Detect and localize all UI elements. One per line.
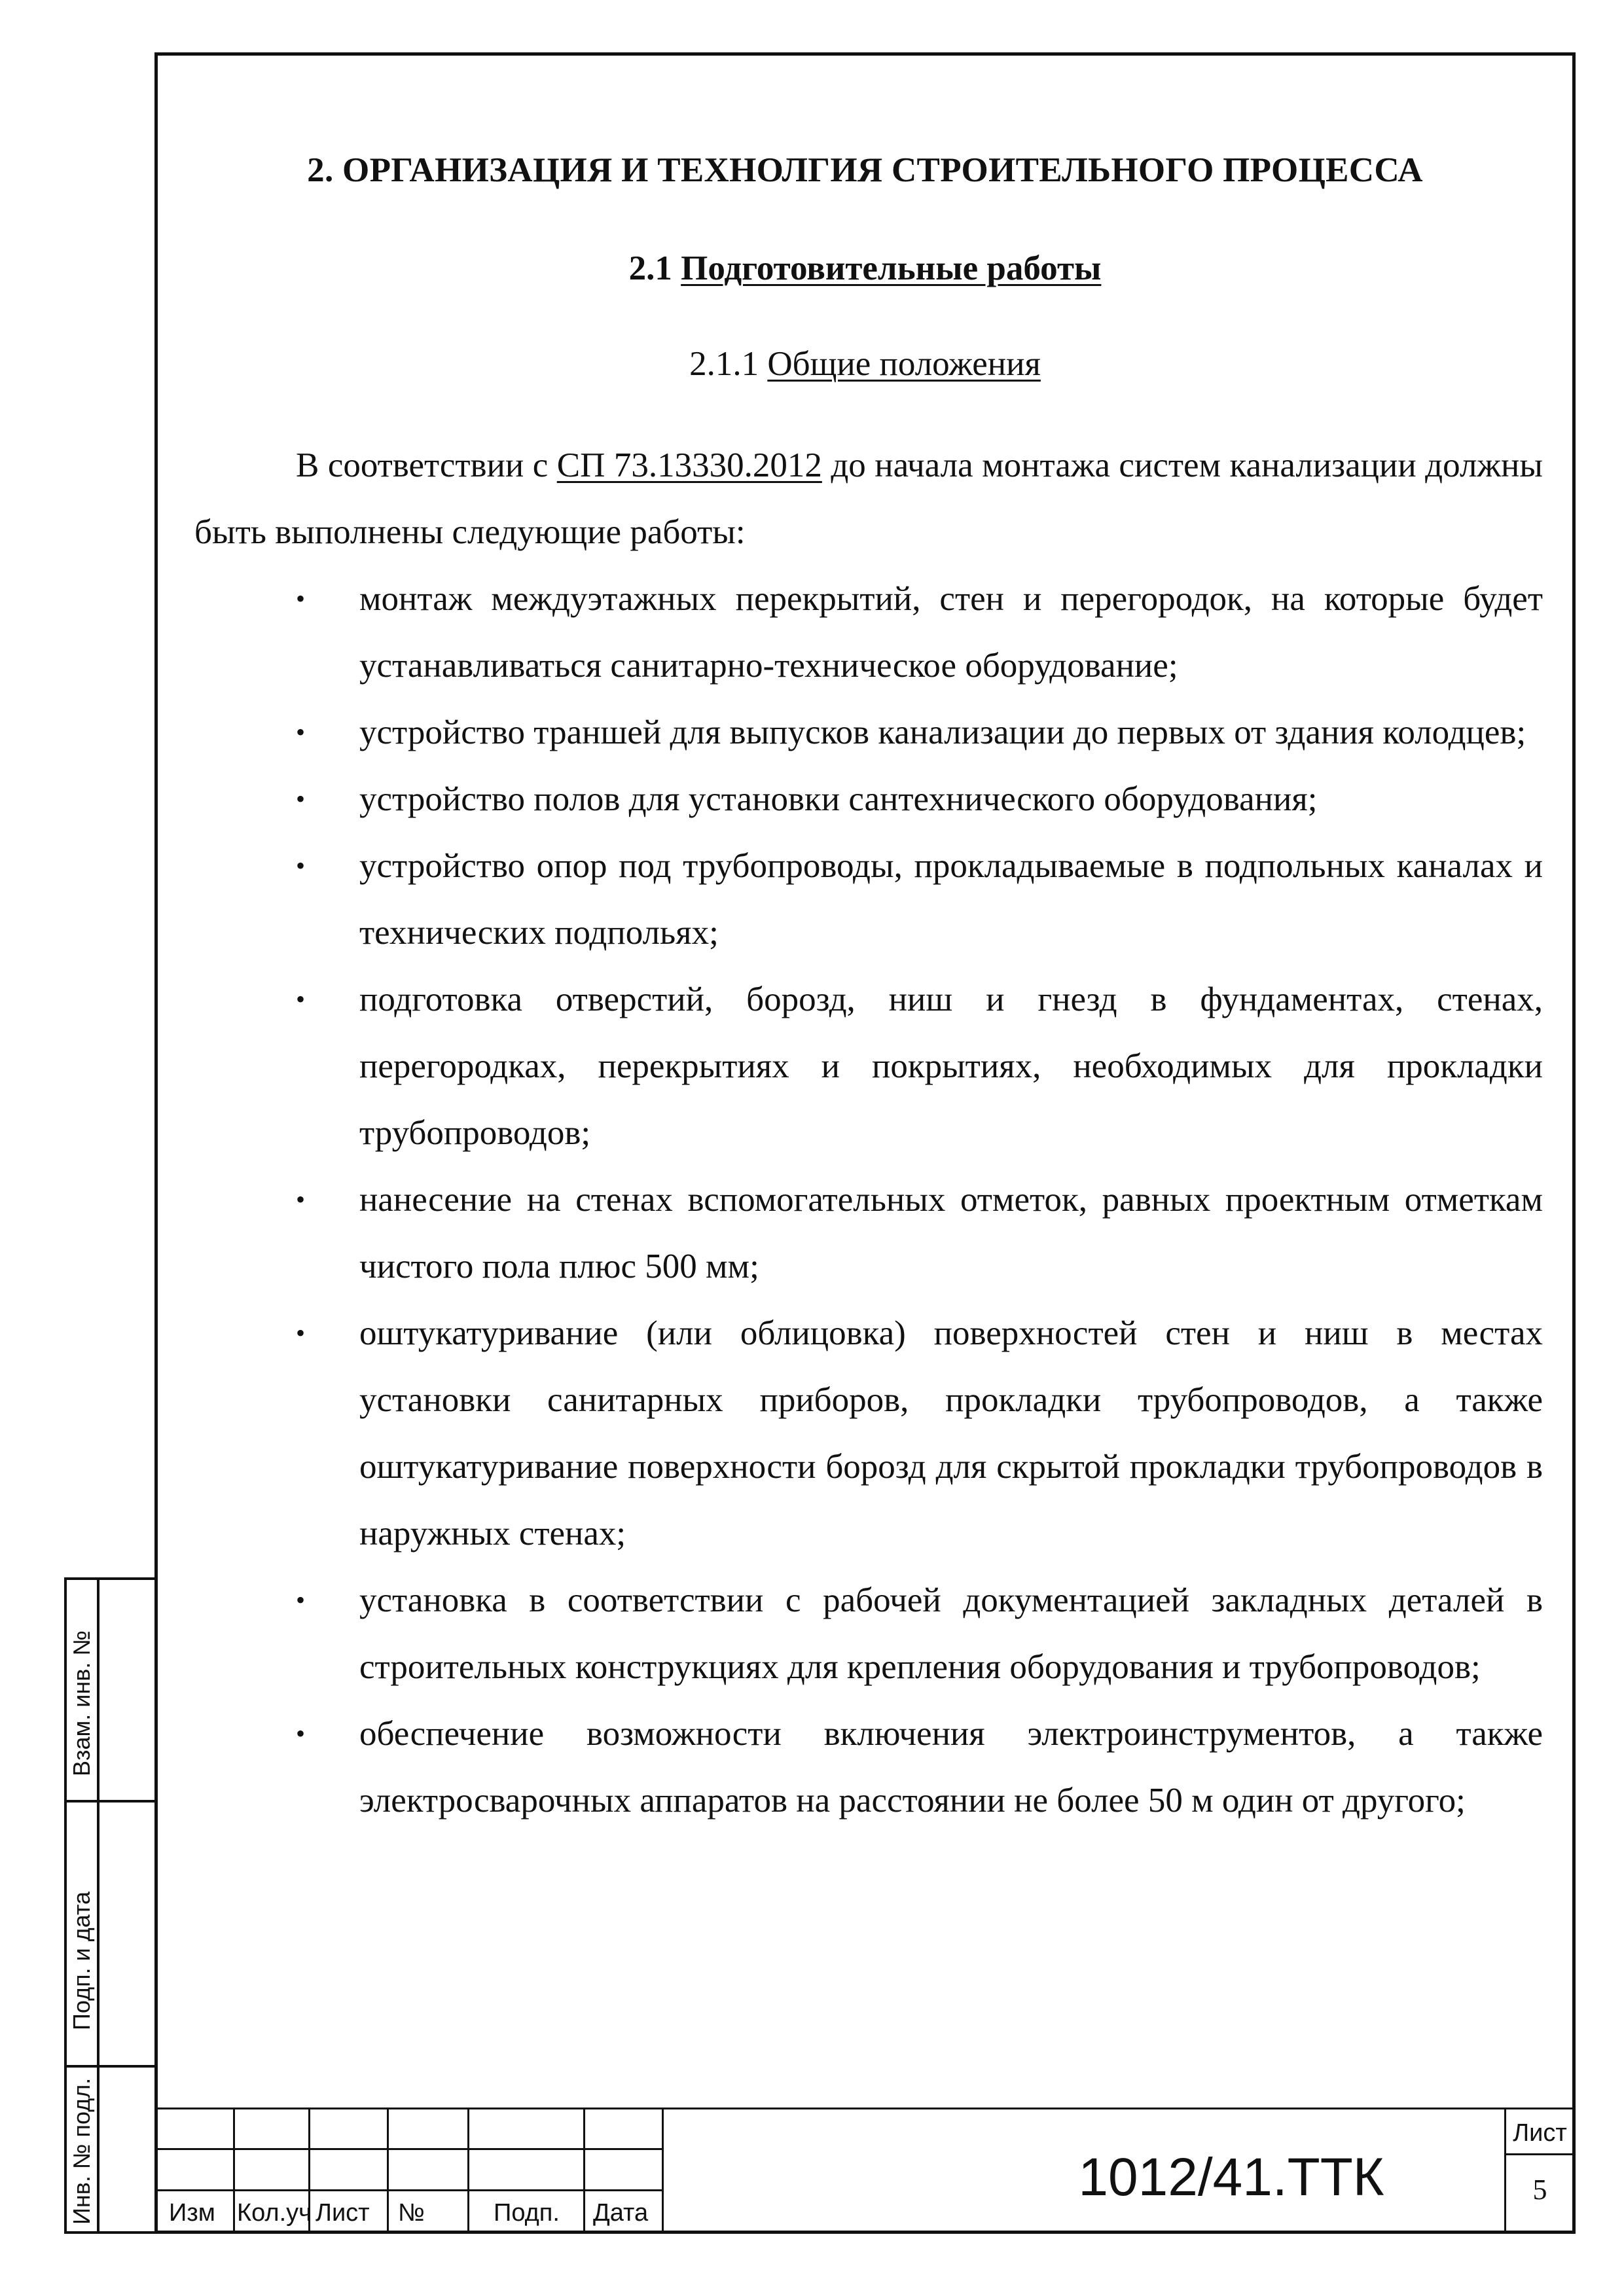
col-list: Лист bbox=[316, 2199, 370, 2227]
standard-link[interactable]: СП 73.13330.2012 bbox=[556, 446, 822, 484]
bullet-icon: • bbox=[296, 1318, 306, 1348]
stamp-line-row2 bbox=[154, 2189, 662, 2191]
list-item-text: обеспечение возможности включения электроинструментов, а также электросварочных аппаратов на расстоянии не более 50 м один от другого; bbox=[359, 1715, 1543, 1820]
bullet-icon: • bbox=[296, 784, 306, 814]
side-label-podp: Подп. и дата bbox=[68, 1891, 95, 2030]
intro-before: В соответствии с bbox=[296, 446, 549, 484]
list-item bbox=[194, 1700, 1543, 1834]
list-item-text: монтаж междуэтажных перекрытий, стен и перегородок, на которые будет устанавливаться санитарно-техническое оборудование; bbox=[359, 580, 1543, 685]
body-text bbox=[194, 432, 1543, 1834]
col-izm: Изм bbox=[169, 2199, 215, 2227]
title-block bbox=[154, 2108, 1576, 2234]
bullet-icon: • bbox=[296, 717, 306, 747]
bullet-icon: • bbox=[296, 1719, 306, 1748]
side-cell-inv bbox=[67, 2068, 154, 2234]
subsection-number: 2.1 bbox=[628, 249, 672, 287]
section-heading: 2. ОРГАНИЗАЦИЯ И ТЕХНОЛГИЯ СТРОИТЕЛЬНОГО ПРОЦЕССА bbox=[307, 151, 1423, 189]
list-item-text: нанесение на стенах вспомогательных отметок, равных проектным отметкам чистого пола плюс 500 мм; bbox=[359, 1181, 1543, 1285]
bullet-icon: • bbox=[296, 851, 306, 880]
side-label-vzam: Взам. инв. № bbox=[68, 1630, 95, 1776]
list-item-text: подготовка отверстий, борозд, ниш и гнезд в фундаментах, стенах, перегородках, перекрытиях и покрытиях, необходимых для прокладки трубопроводов; bbox=[359, 980, 1543, 1152]
sheet-label: Лист bbox=[1513, 2119, 1567, 2147]
col-number: № bbox=[398, 2199, 425, 2227]
list-item bbox=[194, 699, 1543, 766]
side-label-inv: Инв. № подл. bbox=[68, 2077, 95, 2225]
list-item bbox=[194, 1300, 1543, 1567]
list-item-text: оштукатуривание (или облицовка) поверхностей стен и ниш в местах установки санитарных приборов, прокладки трубопроводов, а также оштукатуривание поверхности борозд для скрытой прокладки трубопроводов в наружных стенах; bbox=[359, 1314, 1543, 1552]
sheet-number: 5 bbox=[1532, 2174, 1547, 2206]
side-cell-podp bbox=[67, 1803, 154, 2068]
list-item-text: устройство полов для установки сантехнического оборудования; bbox=[359, 780, 1318, 818]
intro-paragraph bbox=[194, 432, 1543, 565]
list-item-text: устройство опор под трубопроводы, прокладываемые в подпольных каналах и технических подпольях; bbox=[359, 847, 1543, 952]
list-item-text: устройство траншей для выпусков канализации до первых от здания колодцев; bbox=[359, 713, 1526, 751]
stamp-col-line bbox=[233, 2108, 235, 2234]
bullet-icon: • bbox=[296, 1185, 306, 1214]
requirements-list bbox=[194, 565, 1543, 1834]
intro-after: до начала монтажа систем канализации должны быть выполнены следующие работы: bbox=[194, 446, 1543, 551]
side-cell-vzam bbox=[67, 1580, 154, 1803]
list-item-text: установка в соответствии с рабочей документацией закладных деталей в строительных конструкциях для крепления оборудования и трубопроводов; bbox=[359, 1581, 1543, 1686]
col-podp: Подп. bbox=[494, 2199, 560, 2227]
subsubsection-title: Общие положения bbox=[767, 345, 1041, 383]
list-item bbox=[194, 565, 1543, 699]
list-item bbox=[194, 766, 1543, 833]
list-item bbox=[194, 966, 1543, 1166]
side-stamp bbox=[64, 1577, 154, 2234]
stamp-line-top bbox=[154, 2108, 1576, 2109]
subsection-title: Подготовительные работы bbox=[681, 249, 1102, 287]
col-kol: Кол.уч bbox=[237, 2199, 312, 2227]
stamp-col-line bbox=[662, 2108, 664, 2234]
bullet-icon: • bbox=[296, 1585, 306, 1615]
subsection-heading bbox=[154, 249, 1576, 288]
stamp-col-line bbox=[583, 2108, 585, 2234]
document-number: 1012/41.ТТК bbox=[1078, 2147, 1384, 2207]
stamp-col-line bbox=[387, 2108, 389, 2234]
list-item bbox=[194, 1166, 1543, 1300]
list-item bbox=[194, 833, 1543, 966]
col-date: Дата bbox=[593, 2199, 649, 2227]
stamp-col-line bbox=[467, 2108, 469, 2234]
bullet-icon: • bbox=[296, 984, 306, 1014]
subsubsection-heading bbox=[154, 344, 1576, 384]
stamp-line-row1 bbox=[154, 2148, 662, 2150]
list-item bbox=[194, 1567, 1543, 1700]
subsubsection-number: 2.1.1 bbox=[689, 345, 759, 383]
bullet-icon: • bbox=[296, 584, 306, 613]
